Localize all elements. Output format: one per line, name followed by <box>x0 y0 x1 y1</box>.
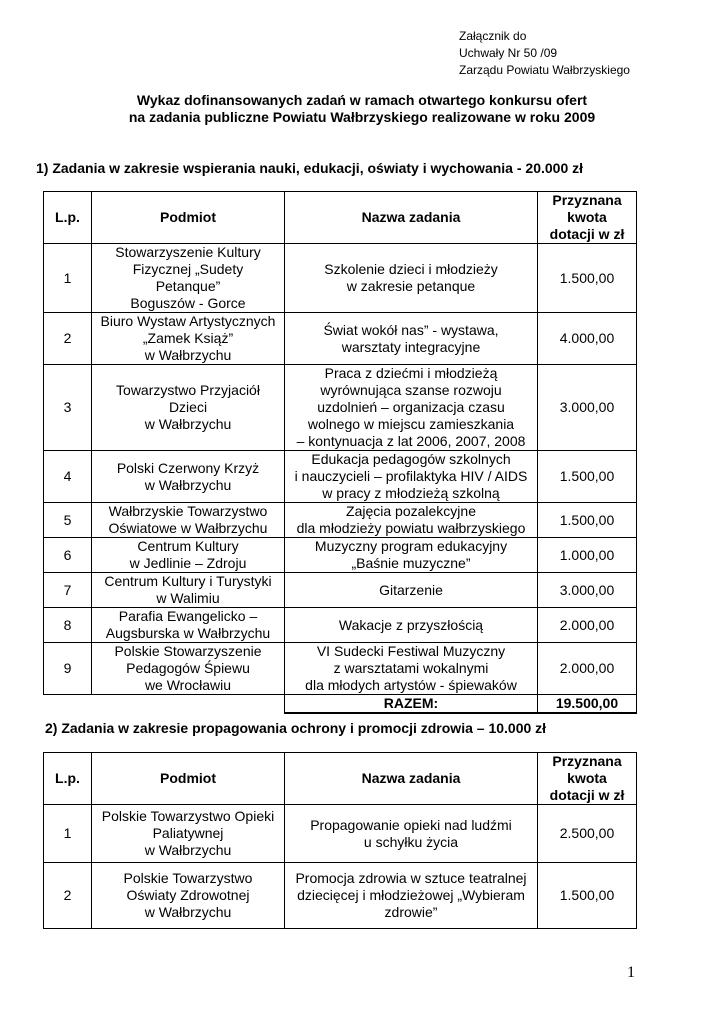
cell-nazwa-line: Szkolenie dzieci i młodzieży <box>324 261 498 277</box>
header-nazwa: Nazwa zadania <box>285 192 538 244</box>
table-row <box>44 451 637 503</box>
header-kwota-line: kwota <box>567 770 607 786</box>
cell-podmiot-line: w Wałbrzychu <box>144 904 232 920</box>
cell-podmiot-line: w Walimiu <box>156 590 220 606</box>
cell-nazwa <box>285 863 538 929</box>
annex-line-3: Zarządu Powiatu Wałbrzyskiego <box>459 63 630 77</box>
section-1-table <box>43 191 637 714</box>
header-lp: L.p. <box>44 753 92 805</box>
cell-nazwa <box>285 313 538 365</box>
cell-nazwa <box>285 244 538 313</box>
cell-podmiot-line: w Jedlinie – Zdroju <box>129 555 247 571</box>
table-row <box>44 573 637 608</box>
sum-blank <box>92 695 285 714</box>
cell-podmiot-line: Paliatywnej <box>152 825 224 841</box>
cell-nazwa-line: wolnego w miejscu zamieszkania <box>307 416 515 432</box>
header-kwota-line: dotacji w zł <box>549 787 625 803</box>
cell-nazwa-line: – kontynuacja z lat 2006, 2007, 2008 <box>296 433 526 449</box>
cell-podmiot-line: „Zamek Książ” <box>142 330 234 346</box>
cell-kwota: 1.500,00 <box>538 244 637 313</box>
cell-nazwa <box>285 503 538 538</box>
cell-kwota: 2.500,00 <box>538 805 637 863</box>
table-row <box>44 244 637 313</box>
cell-nazwa-line: warsztaty integracyjne <box>341 338 481 355</box>
cell-kwota: 3.000,00 <box>538 573 637 608</box>
table-row <box>44 365 637 451</box>
header-kwota-line: dotacji w zł <box>549 226 625 242</box>
cell-nazwa-line: dla młodzieży powiatu wałbrzyskiego <box>296 520 526 536</box>
cell-podmiot-line: Polskie Stowarzyszenie <box>114 643 262 659</box>
cell-nazwa-line: Edukacja pedagogów szkolnych <box>311 451 511 467</box>
cell-kwota: 3.000,00 <box>538 365 637 451</box>
cell-podmiot-line: Polski Czerwony Krzyż <box>116 459 260 476</box>
cell-lp: 5 <box>44 503 92 538</box>
cell-nazwa <box>285 365 538 451</box>
cell-nazwa <box>285 643 538 695</box>
cell-kwota: 1.000,00 <box>538 538 637 573</box>
cell-lp: 7 <box>44 573 92 608</box>
section-1-body <box>44 244 637 695</box>
header-kwota-line: kwota <box>567 209 607 225</box>
header-kwota <box>538 192 637 244</box>
cell-podmiot-line: Biuro Wystaw Artystycznych <box>100 313 276 329</box>
cell-nazwa-line: u schyłku życia <box>363 833 459 850</box>
title-line-2: na zadania publiczne Powiatu Wałbrzyskiego realizowane w roku 2009 <box>128 109 596 125</box>
cell-podmiot-line: w Wałbrzychu <box>144 476 232 493</box>
document-title <box>0 92 724 126</box>
cell-kwota: 1.500,00 <box>538 451 637 503</box>
cell-podmiot-line: Stowarzyszenie Kultury <box>115 244 261 260</box>
page-number: 1 <box>627 964 635 981</box>
cell-nazwa-line: Świat wokół nas” - wystawa, <box>323 321 499 338</box>
cell-nazwa <box>285 805 538 863</box>
header-kwota-line: Przyznana <box>552 753 622 769</box>
cell-lp: 3 <box>44 365 92 451</box>
cell-nazwa-line: i nauczycieli – profilaktyka HIV / AIDS <box>294 468 528 484</box>
cell-nazwa-line: z warsztatami wokalnymi <box>333 660 489 676</box>
cell-nazwa <box>285 573 538 608</box>
cell-nazwa-line: Promocja zdrowia w sztuce teatralnej <box>295 870 527 886</box>
cell-podmiot <box>92 503 285 538</box>
table-row <box>44 313 637 365</box>
cell-podmiot-line: Polskie Towarzystwo <box>123 870 253 886</box>
cell-nazwa-line: wyrównująca szanse rozwoju <box>320 382 502 398</box>
cell-podmiot-line: w Wałbrzychu <box>144 842 232 858</box>
cell-podmiot-line: w Wałbrzychu <box>144 416 232 432</box>
cell-podmiot <box>92 451 285 503</box>
cell-lp: 2 <box>44 863 92 929</box>
cell-podmiot <box>92 365 285 451</box>
cell-lp: 4 <box>44 451 92 503</box>
cell-podmiot-line: Towarzystwo Przyjaciół <box>116 382 260 398</box>
cell-nazwa-line: w zakresie petanque <box>346 278 476 294</box>
cell-podmiot-line: Pedagogów Śpiewu <box>126 660 250 676</box>
cell-lp: 2 <box>44 313 92 365</box>
cell-lp: 1 <box>44 805 92 863</box>
cell-lp: 8 <box>44 608 92 643</box>
cell-podmiot <box>92 863 285 929</box>
table-row <box>44 608 637 643</box>
cell-nazwa <box>285 451 538 503</box>
section-1-heading: 1) Zadania w zakresie wspierania nauki, edukacji, oświaty i wychowania - 20.000 zł <box>36 160 584 176</box>
cell-nazwa-line: dla młodych artystów - śpiewaków <box>305 677 517 693</box>
table-row <box>44 805 637 863</box>
sum-value: 19.500,00 <box>538 695 637 714</box>
section-2-heading: 2) Zadania w zakresie propagowania ochrony i promocji zdrowia – 10.000 zł <box>45 720 547 736</box>
cell-kwota: 2.000,00 <box>538 608 637 643</box>
header-podmiot: Podmiot <box>92 192 285 244</box>
header-lp: L.p. <box>44 192 92 244</box>
cell-podmiot-line: Petanque” <box>155 278 221 294</box>
cell-nazwa-line: Gitarzenie <box>379 581 443 598</box>
table-row <box>44 863 637 929</box>
cell-podmiot-line: Centrum Kultury <box>137 538 239 554</box>
title-line-1: Wykaz dofinansowanych zadań w ramach otwartego konkursu ofert <box>136 92 588 108</box>
cell-podmiot-line: Parafia Ewangelicko – <box>118 608 258 624</box>
section-2-header-row <box>44 753 637 805</box>
section-2-body <box>44 805 637 929</box>
section-2-table <box>43 752 637 929</box>
table-row <box>44 503 637 538</box>
sum-blank <box>44 695 92 714</box>
cell-podmiot-line: Centrum Kultury i Turystyki <box>104 573 272 589</box>
cell-podmiot-line: Dzieci <box>168 399 208 415</box>
cell-podmiot-line: Polskie Towarzystwo Opieki <box>101 808 275 824</box>
cell-podmiot <box>92 538 285 573</box>
cell-nazwa <box>285 608 538 643</box>
cell-podmiot-line: Boguszów - Gorce <box>130 295 246 311</box>
header-podmiot: Podmiot <box>92 753 285 805</box>
cell-podmiot-line: we Wrocławiu <box>144 677 232 693</box>
cell-podmiot <box>92 573 285 608</box>
cell-nazwa-line: Praca z dziećmi i młodzieżą <box>324 365 498 381</box>
header-kwota <box>538 753 637 805</box>
cell-nazwa-line: uzdolnień – organizacja czasu <box>317 399 505 415</box>
cell-nazwa-line: Wakacje z przyszłością <box>338 616 484 633</box>
table-row <box>44 538 637 573</box>
cell-podmiot-line: Wałbrzyskie Towarzystwo <box>108 503 268 519</box>
cell-nazwa <box>285 538 538 573</box>
table-row <box>44 643 637 695</box>
annex-line-2: Uchwały Nr 50 /09 <box>459 46 558 60</box>
cell-kwota: 4.000,00 <box>538 313 637 365</box>
sum-label: RAZEM: <box>285 695 538 714</box>
cell-kwota: 2.000,00 <box>538 643 637 695</box>
cell-nazwa-line: „Baśnie muzyczne” <box>351 555 471 571</box>
cell-kwota: 1.500,00 <box>538 503 637 538</box>
cell-nazwa-line: Propagowanie opieki nad ludźmi <box>310 816 512 833</box>
cell-nazwa-line: dziecięcej i młodzieżowej „Wybieram <box>297 887 525 903</box>
section-1-sum-row <box>44 695 637 714</box>
section-1-header-row <box>44 192 637 244</box>
cell-podmiot <box>92 805 285 863</box>
cell-podmiot <box>92 313 285 365</box>
annex-note <box>459 28 630 79</box>
cell-kwota: 1.500,00 <box>538 863 637 929</box>
cell-nazwa-line: zdrowie” <box>384 904 438 920</box>
cell-podmiot-line: Augsburska w Wałbrzychu <box>105 625 271 641</box>
cell-lp: 1 <box>44 244 92 313</box>
cell-podmiot-line: Oświaty Zdrowotnej <box>126 887 250 903</box>
cell-podmiot <box>92 608 285 643</box>
cell-podmiot <box>92 643 285 695</box>
cell-nazwa-line: Zajęcia pozalekcyjne <box>346 503 476 519</box>
cell-podmiot-line: Fizycznej „Sudety <box>132 261 244 277</box>
cell-nazwa-line: Muzyczny program edukacyjny <box>314 538 508 554</box>
cell-podmiot <box>92 244 285 313</box>
annex-line-1: Załącznik do <box>459 29 527 43</box>
cell-nazwa-line: VI Sudecki Festiwal Muzyczny <box>316 643 506 659</box>
header-nazwa: Nazwa zadania <box>285 753 538 805</box>
cell-podmiot-line: w Wałbrzychu <box>144 347 232 363</box>
cell-podmiot-line: Oświatowe w Wałbrzychu <box>108 520 268 536</box>
header-kwota-line: Przyznana <box>552 192 622 208</box>
cell-lp: 9 <box>44 643 92 695</box>
cell-nazwa-line: w pracy z młodzieżą szkolną <box>322 485 500 501</box>
cell-lp: 6 <box>44 538 92 573</box>
